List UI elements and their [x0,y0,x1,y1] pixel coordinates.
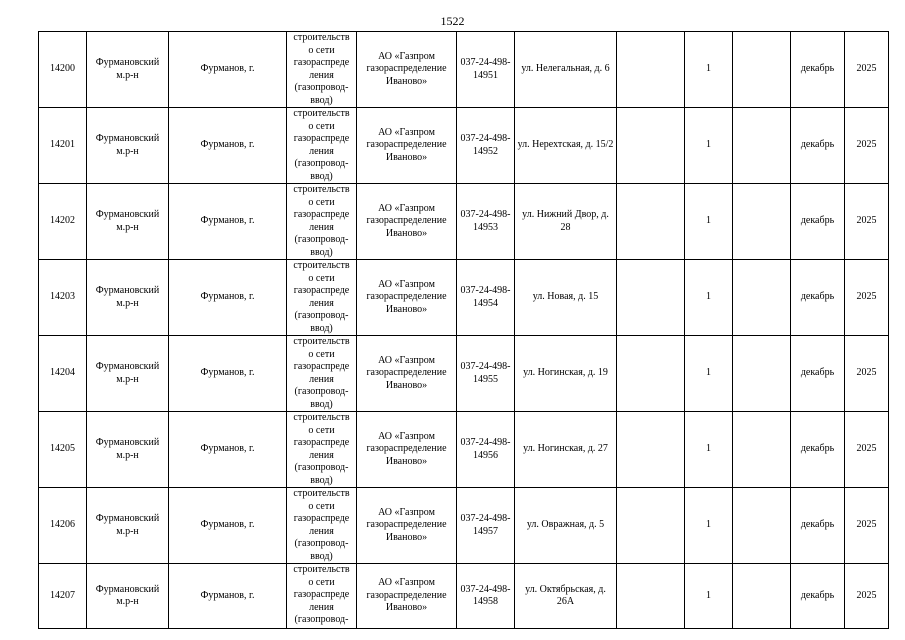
count-cell: 1 [685,412,733,488]
row-id-cell: 14200 [39,32,87,108]
empty-cell [617,488,685,564]
count-cell: 1 [685,108,733,184]
month-cell: декабрь [791,336,845,412]
address-cell: ул. Ногинская, д. 19 [515,336,617,412]
work-type-cell: строительств о сети газораспреде ления (газопровод- ввод) [287,32,357,108]
table-row [39,488,889,564]
count-cell: 1 [685,488,733,564]
month-cell: декабрь [791,260,845,336]
locality-cell: Фурманов, г. [169,184,287,260]
empty-cell [733,108,791,184]
empty-cell [733,412,791,488]
month-cell: декабрь [791,488,845,564]
organization-cell: АО «Газпром газораспределение Иваново» [357,488,457,564]
address-cell: ул. Ногинская, д. 27 [515,412,617,488]
month-cell: декабрь [791,108,845,184]
organization-cell: АО «Газпром газораспределение Иваново» [357,184,457,260]
row-id-cell: 14203 [39,260,87,336]
work-type-cell: строительств о сети газораспреде ления (газопровод- ввод) [287,184,357,260]
district-cell: Фурмановский м.р-н [87,336,169,412]
empty-cell [733,260,791,336]
address-cell: ул. Овражная, д. 5 [515,488,617,564]
address-cell: ул. Нелегальная, д. 6 [515,32,617,108]
year-cell: 2025 [845,184,889,260]
row-id-cell: 14205 [39,412,87,488]
empty-cell [733,488,791,564]
locality-cell: Фурманов, г. [169,336,287,412]
district-cell: Фурмановский м.р-н [87,108,169,184]
work-type-cell: строительств о сети газораспреде ления (газопровод- ввод) [287,488,357,564]
gasification-table [38,31,889,629]
row-id-cell: 14202 [39,184,87,260]
year-cell: 2025 [845,564,889,629]
row-id-cell: 14204 [39,336,87,412]
row-id-cell: 14201 [39,108,87,184]
empty-cell [733,336,791,412]
table-row [39,32,889,108]
empty-cell [617,336,685,412]
locality-cell: Фурманов, г. [169,412,287,488]
district-cell: Фурмановский м.р-н [87,564,169,629]
organization-cell: АО «Газпром газораспределение Иваново» [357,260,457,336]
empty-cell [617,184,685,260]
address-cell: ул. Нижний Двор, д. 28 [515,184,617,260]
year-cell: 2025 [845,260,889,336]
count-cell: 1 [685,184,733,260]
locality-cell: Фурманов, г. [169,488,287,564]
table-row [39,260,889,336]
empty-cell [617,108,685,184]
address-cell: ул. Октябрьская, д. 26А [515,564,617,629]
code-cell: 037-24-498-14952 [457,108,515,184]
address-cell: ул. Нерехтская, д. 15/2 [515,108,617,184]
month-cell: декабрь [791,564,845,629]
work-type-cell: строительств о сети газораспреде ления (газопровод- [287,564,357,629]
district-cell: Фурмановский м.р-н [87,32,169,108]
empty-cell [733,32,791,108]
district-cell: Фурмановский м.р-н [87,412,169,488]
table-row [39,184,889,260]
code-cell: 037-24-498-14957 [457,488,515,564]
table-row [39,108,889,184]
organization-cell: АО «Газпром газораспределение Иваново» [357,108,457,184]
table-row [39,336,889,412]
page-number: 1522 [440,14,465,28]
count-cell: 1 [685,32,733,108]
locality-cell: Фурманов, г. [169,564,287,629]
empty-cell [733,184,791,260]
work-type-cell: строительств о сети газораспреде ления (газопровод- ввод) [287,336,357,412]
code-cell: 037-24-498-14958 [457,564,515,629]
code-cell: 037-24-498-14953 [457,184,515,260]
district-cell: Фурмановский м.р-н [87,184,169,260]
empty-cell [617,412,685,488]
table-row [39,412,889,488]
table-body [39,32,889,629]
empty-cell [617,260,685,336]
district-cell: Фурмановский м.р-н [87,260,169,336]
year-cell: 2025 [845,336,889,412]
empty-cell [733,564,791,629]
month-cell: декабрь [791,412,845,488]
organization-cell: АО «Газпром газораспределение Иваново» [357,336,457,412]
organization-cell: АО «Газпром газораспределение Иваново» [357,564,457,629]
locality-cell: Фурманов, г. [169,260,287,336]
address-cell: ул. Новая, д. 15 [515,260,617,336]
locality-cell: Фурманов, г. [169,32,287,108]
work-type-cell: строительств о сети газораспреде ления (газопровод- ввод) [287,260,357,336]
locality-cell: Фурманов, г. [169,108,287,184]
count-cell: 1 [685,260,733,336]
year-cell: 2025 [845,488,889,564]
district-cell: Фурмановский м.р-н [87,488,169,564]
empty-cell [617,564,685,629]
count-cell: 1 [685,336,733,412]
count-cell: 1 [685,564,733,629]
organization-cell: АО «Газпром газораспределение Иваново» [357,412,457,488]
code-cell: 037-24-498-14951 [457,32,515,108]
work-type-cell: строительств о сети газораспреде ления (газопровод- ввод) [287,412,357,488]
empty-cell [617,32,685,108]
code-cell: 037-24-498-14955 [457,336,515,412]
month-cell: декабрь [791,32,845,108]
year-cell: 2025 [845,412,889,488]
code-cell: 037-24-498-14956 [457,412,515,488]
year-cell: 2025 [845,108,889,184]
row-id-cell: 14207 [39,564,87,629]
code-cell: 037-24-498-14954 [457,260,515,336]
work-type-cell: строительств о сети газораспреде ления (газопровод- ввод) [287,108,357,184]
month-cell: декабрь [791,184,845,260]
row-id-cell: 14206 [39,488,87,564]
organization-cell: АО «Газпром газораспределение Иваново» [357,32,457,108]
table-row [39,564,889,629]
year-cell: 2025 [845,32,889,108]
